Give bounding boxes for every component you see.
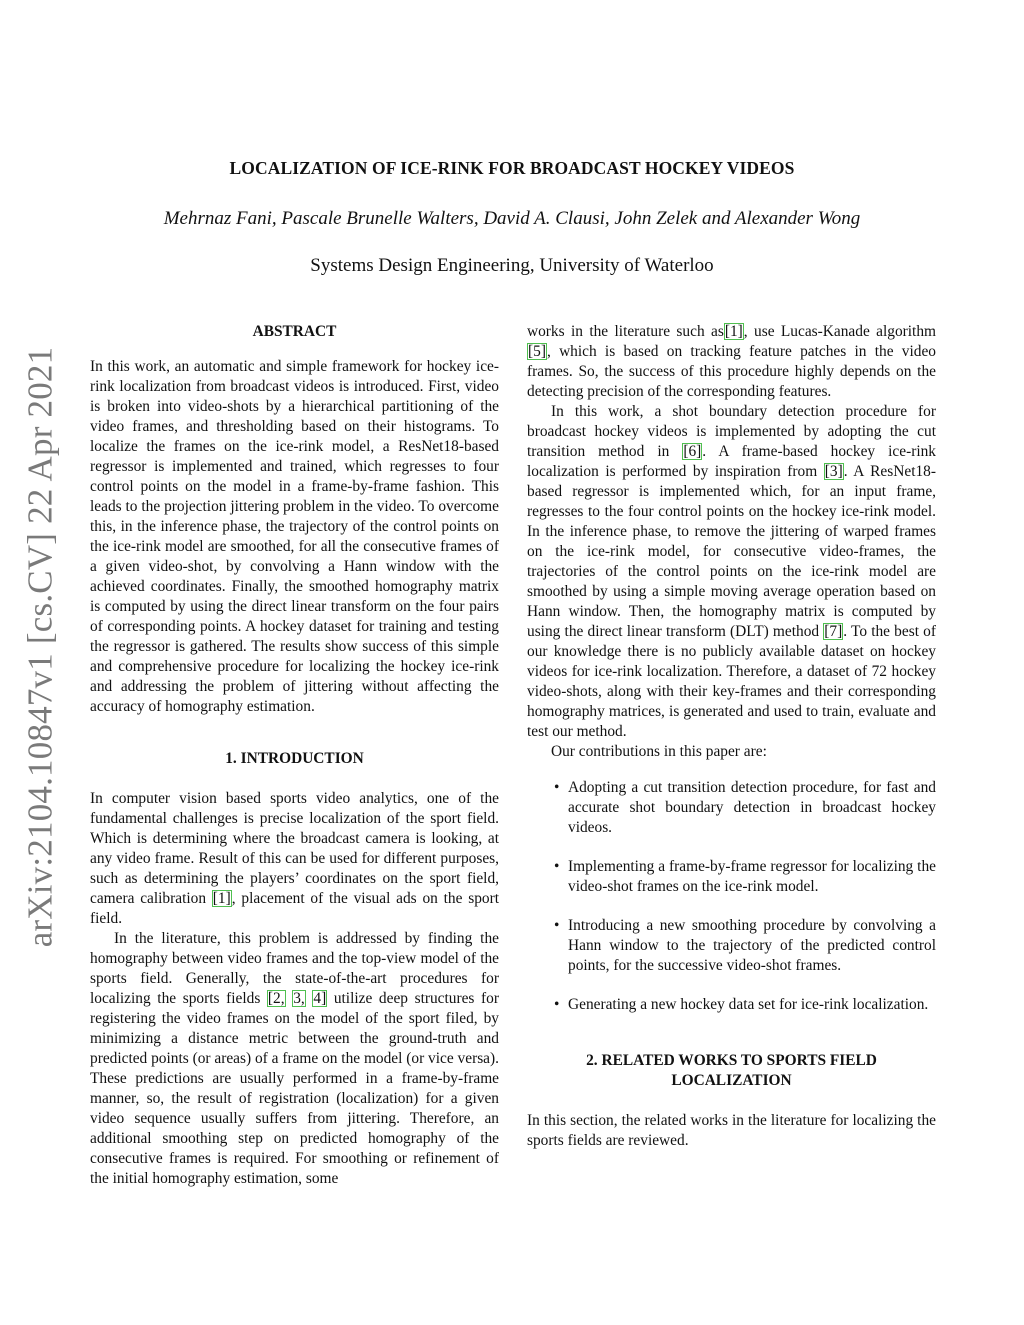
citation-link[interactable]: [3]: [824, 463, 843, 480]
citation-link[interactable]: 3,: [293, 990, 305, 1007]
right-column: [527, 322, 936, 1151]
left-column: [90, 322, 499, 1189]
abstract-text: In this work, an automatic and simple framework for hockey ice-rink localization from broadcast videos is introduced. First, video is broken into video-shots by a hierarchical partitioning of the video frames, and thresholding based on their histograms. To localize the frames on the ice-rink model, a ResNet18-based regressor is implemented and trained, which regresses to four control points on the model in a frame-by-frame fashion. This leads to the projection jittering problem in the video. To overcome this, in the inference phase, the trajectory of the control points on the ice-rink model are smoothed, for all the consecutive frames of a given video-shot, by convolving a Hann window with the achieved coordinates. Finally, the smoothed homography matrix is computed by using the direct linear transform on the four pairs of corresponding points. A hockey dataset for training and testing the regressor is gathered. The results show success of this simple and comprehensive procedure for localizing the hockey ice-rink and addressing the problem of jittering without affecting the accuracy of homography estimation.: [90, 358, 499, 715]
arxiv-id: arXiv:2104.10847v1 [cs.CV] 22 Apr 2021: [20, 346, 60, 948]
citation-link[interactable]: [1]: [212, 890, 231, 907]
list-item: • Adopting a cut transition detection procedure, for fast and accurate shot boundary detection in broadcast hockey videos.: [527, 778, 936, 838]
related-works-text: In this section, the related works in the literature for localizing the sports fields are reviewed.: [527, 1112, 936, 1149]
paper-title: LOCALIZATION OF ICE-RINK FOR BROADCAST HOCKEY VIDEOS: [229, 158, 795, 178]
citation-link[interactable]: [5]: [528, 343, 546, 360]
intro-heading: 1. INTRODUCTION: [225, 750, 364, 767]
intro-paragraph-3: works in the literature such as[1], use Lucas-Kanade algorithm [5], which is based on tracking feature patches in the video frames. So, the success of this procedure highly depends on the detecting precision of the corresponding features.: [527, 323, 936, 400]
intro-paragraph-1: In computer vision based sports video analytics, one of the fundamental challenges is precise localization of the sport field. Which is determining where the broadcast camera is looking, at any video frame. Result of this can be used for different purposes, such as determining the players’ coordinates on the sport field, camera calibration [1], placement of the visual ads on the sport field.: [90, 790, 499, 927]
related-works-heading: 2. RELATED WORKS TO SPORTS FIELD LOCALIZATION: [586, 1052, 877, 1089]
citation-link[interactable]: [6]: [683, 443, 702, 460]
list-item: • Implementing a frame-by-frame regressor for localizing the video-shot frames on the ice-rink model.: [527, 857, 936, 897]
list-item: • Generating a new hockey data set for ice-rink localization.: [527, 995, 936, 1015]
arxiv-side-stamp: [20, 346, 60, 948]
paper-authors: Mehrnaz Fani, Pascale Brunelle Walters, David A. Clausi, John Zelek and Alexander Wong: [163, 208, 861, 229]
paper-affiliation: Systems Design Engineering, University of Waterloo: [310, 255, 714, 276]
citation-link[interactable]: [1]: [724, 323, 743, 340]
contributions-list: [527, 778, 936, 1015]
citation-link[interactable]: [2,: [267, 990, 285, 1007]
list-item: • Introducing a new smoothing procedure by convolving a Hann window to the trajectory of the predicted control points, for the successive video-shot frames.: [527, 916, 936, 976]
citation-link[interactable]: 4]: [313, 990, 327, 1007]
citation-link[interactable]: [7]: [824, 623, 843, 640]
abstract-heading: ABSTRACT: [252, 323, 337, 340]
contributions-intro: Our contributions in this paper are:: [551, 743, 767, 760]
intro-paragraph-2: In the literature, this problem is addressed by finding the homography between video frames and the top-view model of the sports field. Generally, the state-of-the-art procedures for localizing the sports fields [2, 3, 4] utilize deep structures for registering the video frames on the model of the sport filed, by minimizing a distance metric between the ground-truth and predicted points (or areas) of a frame on the model (or vice versa). These predictions are usually performed in a frame-by-frame manner, so, the result of registration (localization) for a given video sequence usually suffers from jittering. Therefore, an additional smoothing step on predicted homography of the consecutive frames is required. For smoothing or refinement of the initial homography estimation, some: [90, 930, 499, 1187]
intro-paragraph-4: In this work, a shot boundary detection procedure for broadcast hockey videos is implemented by adopting the cut transition method in [6]. A frame-based hockey ice-rink localization is performed by inspiration from [3]. A ResNet18-based regressor is implemented which, for an input frame, regresses to the four control points on the hockey ice-rink model. In the inference phase, to remove the jittering of warped frames on the ice-rink model, for consecutive video-frames, the trajectories of the control points on the ice-rink model are smoothed by using a simple moving average operation based on Hann window. Then, the homography matrix is computed by using the direct linear transform (DLT) method [7]. To the best of our knowledge there is no publicly available dataset on hockey videos for ice-rink localization. Therefore, a dataset of 72 hockey video-shots, along with their key-frames and their corresponding homography matrices, is generated and used to train, evaluate and test our method.: [527, 403, 936, 740]
